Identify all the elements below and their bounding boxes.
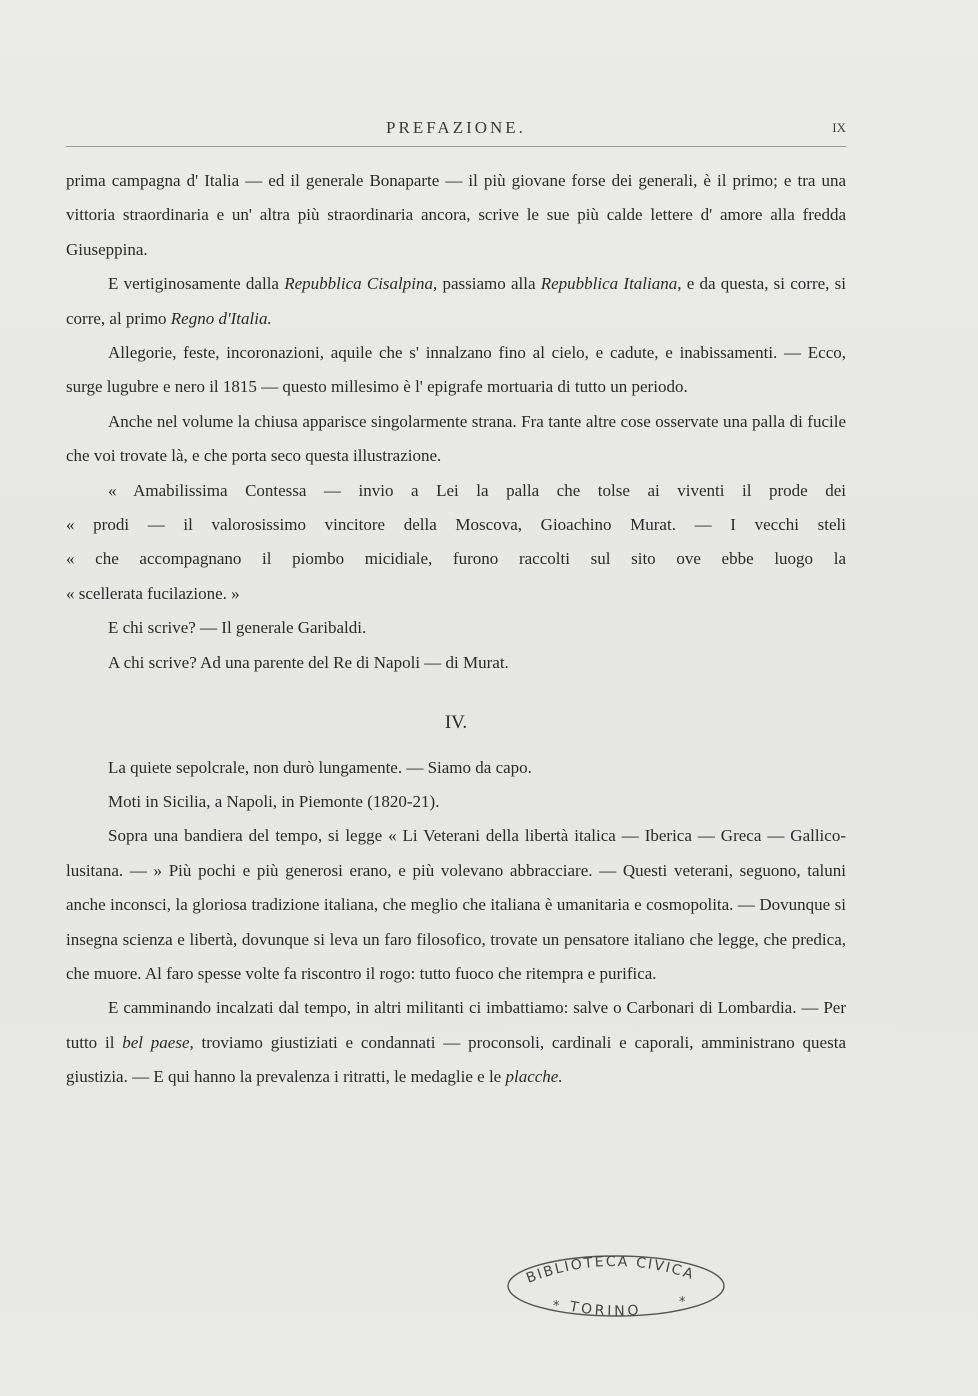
running-title: PREFAZIONE. xyxy=(386,118,526,137)
svg-text:TORINO xyxy=(567,1299,642,1320)
text-span: E camminando incalzati dal tempo, in altri militanti ci imbattiamo: salve o Carbonari di Lombardia. — Per tutto il xyxy=(66,998,846,1052)
section-number: IV. xyxy=(444,712,468,734)
paragraph-6: A chi scrive? Ad una parente del Re di Napoli — di Murat. xyxy=(108,652,509,672)
paragraph-9: Sopra una bandiera del tempo, si legge « Li Veterani della libertà italica — Iberica — Greca — Gallico-lusitana. — » Più pochi e più generosi erano, e più volevano abbracciare. — Questi veterani, seguono, taluni anche inconsci, la gloriosa tradizione italiana, che meglio che italiana è umanitaria e cosmopolita. — Dovunque si insegna scienza e libertà, dovunque si leva un faro filosofico, trovate un pensatore italiano che legge, che predica, che muore. Al faro spesse volte fa riscontro il rogo: tutto fuoco che ritempra e purifica. xyxy=(66,826,846,983)
paragraph-8: Moti in Sicilia, a Napoli, in Piemonte (1820-21). xyxy=(108,791,440,811)
library-stamp xyxy=(503,1248,733,1322)
text-span: troviamo giustiziati e condannati — proconsoli, cardinali e caporali, amministrano questa giustizia. — E qui hanno la prevalenza i ritratti, le medaglie e le xyxy=(66,1032,846,1087)
quote-line-4: « scellerata fucilazione. » xyxy=(66,583,240,603)
text-span: passiamo alla xyxy=(437,274,541,294)
paragraph-2 xyxy=(66,267,846,336)
italic-span: Repubblica Cisalpina, xyxy=(284,274,438,294)
quote-line-2: « prodi — il valorosissimo vincitore della Moscova, Gioachino Murat. — I vecchi steli xyxy=(66,515,846,535)
text-span: E vertiginosamente dalla xyxy=(108,274,285,294)
stamp-star-right: * xyxy=(679,1295,686,1310)
stamp-top-text: BIBLIOTECA CIVICA xyxy=(524,1253,697,1287)
italic-span: placche. xyxy=(505,1067,563,1087)
body-text xyxy=(66,164,846,1095)
stamp-star-left: * xyxy=(553,1299,560,1314)
page-number: IX xyxy=(832,120,846,135)
italic-span: Repubblica Italiana, xyxy=(540,274,682,294)
header-rule xyxy=(66,146,846,147)
paragraph-10 xyxy=(66,991,846,1094)
text-span: e da questa, si corre, si corre, al primo xyxy=(66,274,846,328)
italic-span: Regno d'Italia. xyxy=(170,308,272,328)
library-stamp-graphic xyxy=(503,1248,733,1322)
svg-text:BIBLIOTECA CIVICA xyxy=(524,1254,697,1287)
paragraph-5: E chi scrive? — Il generale Garibaldi. xyxy=(108,618,367,638)
running-head xyxy=(66,118,846,140)
quote-line-1: « Amabilissima Contessa — invio a Lei la palla che tolse ai viventi il prode dei xyxy=(108,480,846,500)
paragraph-1: prima campagna d' Italia — ed il generale Bonaparte — il più giovane forse dei generali, è il primo; e tra una vittoria straordinaria e un' altra più straordinaria ancora, scrive le sue più calde lettere d' amore alla fredda Giuseppina. xyxy=(66,171,846,259)
quote-line-3: « che accompagnano il piombo micidiale, furono raccolti sul sito ove ebbe luogo la xyxy=(66,549,846,569)
stamp-bottom-text: TORINO xyxy=(568,1298,643,1320)
paragraph-7: La quiete sepolcrale, non durò lungamente. — Siamo da capo. xyxy=(108,757,532,777)
paragraph-3: Allegorie, feste, incoronazioni, aquile che s' innalzano fino al cielo, e cadute, e inabissamenti. — Ecco, surge lugubre e nero il 1815 — questo millesimo è l' epigrafe mortuaria di tutto un periodo. xyxy=(66,343,846,397)
italic-span: bel paese, xyxy=(122,1032,194,1052)
paragraph-4: Anche nel volume la chiusa apparisce singolarmente strana. Fra tante altre cose osservate una palla di fucile che voi trovate là, e che porta seco questa illustrazione. xyxy=(66,411,846,466)
